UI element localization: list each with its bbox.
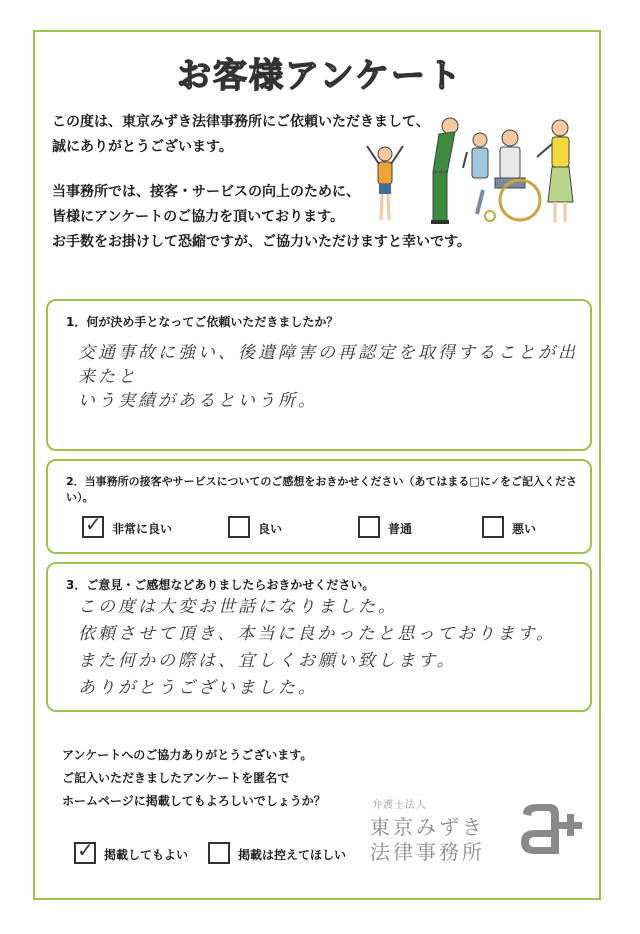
rating-options: [82, 510, 582, 538]
closing-line: ホームページに掲載してもよろしいでしょうか？: [62, 794, 326, 808]
question-3-box: [46, 562, 592, 712]
checkbox[interactable]: [74, 838, 96, 864]
option-average[interactable]: [358, 510, 412, 538]
check-mark-icon: ✓: [85, 512, 102, 536]
man-figure: [463, 133, 488, 178]
answer-line: また何かの際は、宜しくお願い致します。: [78, 651, 457, 671]
closing-line: アンケートへのご協力ありがとうございます。: [62, 748, 313, 762]
question-1-label: 1．何が決め手となってご依頼いただきましたか？: [66, 315, 339, 329]
firm-type: 弁護士法人: [372, 800, 427, 811]
question-1-box: [46, 299, 592, 451]
checkbox[interactable]: [82, 512, 104, 538]
intro-line: 誠にありがとうございます。: [52, 139, 233, 155]
intro-line: お手数をお掛けして恐縮ですが、ご協力いただけますと幸いです。: [52, 234, 471, 250]
option-good[interactable]: [228, 510, 282, 538]
intro-line: この度は、東京みずき法律事務所にご依頼いただきまして、: [52, 114, 430, 130]
question-2-box: [46, 459, 592, 554]
option-very-good[interactable]: [82, 510, 172, 538]
option-label: 普通: [388, 522, 413, 536]
question-3-label: 3．ご意見・ご感想などありましたらおきかせください。: [66, 578, 375, 592]
firm-name-line2: 法律事務所: [370, 840, 485, 864]
option-label: 掲載は控えてほしい: [238, 848, 347, 862]
child-figure: [367, 146, 403, 220]
checkbox[interactable]: [208, 842, 230, 864]
closing-line: ご記入いただきましたアンケートを匿名で: [62, 771, 290, 785]
question-1-answer: [78, 341, 590, 413]
answer-line: 交通事故に強い、後遺障害の再認定を取得することが出来たと: [78, 343, 578, 387]
option-bad[interactable]: [482, 510, 536, 538]
option-label: 非常に良い: [112, 522, 173, 536]
people-illustration: [355, 112, 590, 232]
question-2-label: 2．当事務所の接客やサービスについてのご感想をおきかせください（あてはまる□に✓をご記入ください）。: [66, 475, 578, 504]
answer-line: いう実績があるという所。: [78, 391, 318, 411]
option-label: 良い: [258, 522, 283, 536]
option-label: 悪い: [512, 522, 537, 536]
checkbox[interactable]: [482, 516, 504, 538]
answer-line: 依頼させて頂き、本当に良かったと思っております。: [78, 624, 556, 644]
option-label: 掲載してもよい: [104, 848, 189, 862]
publish-ok-option[interactable]: [74, 838, 188, 864]
answer-line: この度は大変お世話になりました。: [78, 597, 398, 617]
woman-figure: [537, 120, 573, 222]
firm-name-line1: 東京みずき: [370, 815, 485, 839]
checkbox[interactable]: [228, 516, 250, 538]
bowing-man-figure: [431, 118, 458, 224]
firm-logo-icon: [515, 796, 590, 858]
closing-text: [62, 744, 326, 813]
checkbox[interactable]: [358, 516, 380, 538]
question-3-answer: [78, 594, 556, 702]
intro-line: 当事務所では、接客・サービスの向上のために、: [52, 184, 360, 200]
answer-line: ありがとうございました。: [78, 678, 318, 698]
publish-decline-option[interactable]: [208, 838, 346, 864]
check-mark-icon: ✓: [77, 838, 94, 862]
page-title: お客様アンケート: [177, 56, 463, 96]
intro-line: 皆様にアンケートのご協力を頂いております。: [52, 209, 345, 225]
